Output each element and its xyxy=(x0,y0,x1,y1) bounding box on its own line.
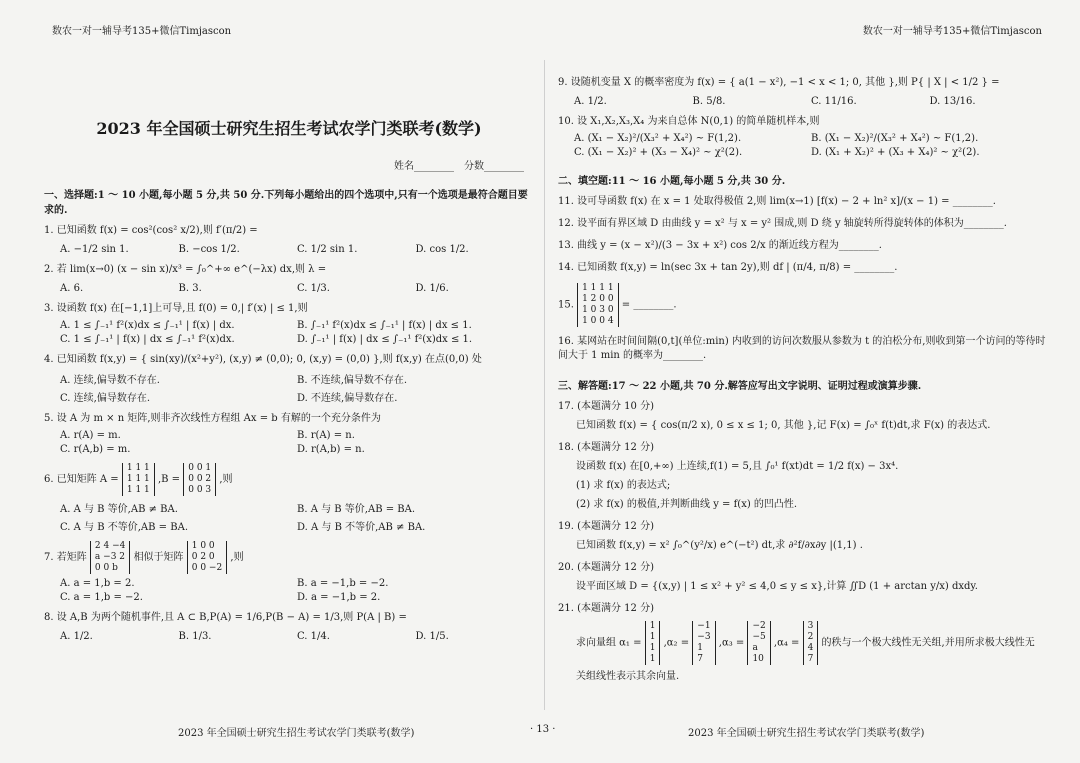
footer-right: 2023 年全国硕士研究生招生考试农学门类联考(数学) xyxy=(688,728,925,739)
vector-entry: 3 xyxy=(807,621,814,631)
question-9: 9. 设随机变量 X 的概率密度为 f(x) = { a(1 − x²), −1 < x < 1; 0, 其他 },则 P{ | X | < 1/2 } = xyxy=(558,77,1000,88)
matrix-row: 0 0 2 xyxy=(188,474,212,484)
option: D. 13/16. xyxy=(929,96,976,107)
question-3-options xyxy=(44,320,534,345)
question-4-options xyxy=(44,371,534,404)
question-9-options xyxy=(558,96,1048,107)
question-5: 5. 设 A 为 m × n 矩阵,则非齐次线性方程组 Ax = b 有解的一个充分条件为 xyxy=(44,413,381,424)
option: D. a = −1,b = 2. xyxy=(297,592,381,603)
option: A. (X₁ − X₂)²/(X₃² + X₄²) ~ F(1,2). xyxy=(574,133,742,144)
page-number: · 13 · xyxy=(530,724,556,735)
question-19: 19. (本题满分 12 分) xyxy=(558,521,654,532)
matrix-row: 1 1 1 xyxy=(126,485,150,495)
question-20: 20. (本题满分 12 分) xyxy=(558,562,654,573)
question-6-text: 6. 已知矩阵 A = xyxy=(44,474,119,485)
matrix-row: 1 1 1 xyxy=(126,474,150,484)
option: B. 不连续,偏导数不存在. xyxy=(297,375,408,386)
question-10: 10. 设 X₁,X₂,X₃,X₄ 为来自总体 N(0,1) 的简单随机样本,则 xyxy=(558,116,820,127)
question-3: 3. 设函数 f(x) 在[−1,1]上可导,且 f(0) = 0,| f′(x) | ≤ 1,则 xyxy=(44,303,308,314)
option: D. 1/6. xyxy=(415,283,449,294)
question-15-blank: = ________. xyxy=(621,299,677,311)
header-left: 数农一对一辅导考135+微信Timjascon xyxy=(52,26,232,37)
question-17: 17. (本题满分 10 分) xyxy=(558,401,654,412)
section-answers: 三、解答题:17 ～ 22 小题,共 70 分.解答应写出文字说明、证明过程或演算步骤. xyxy=(558,381,922,392)
matrix-a xyxy=(122,463,155,496)
footer-left: 2023 年全国硕士研究生招生考试农学门类联考(数学) xyxy=(178,728,415,739)
option: C. 1/2 sin 1. xyxy=(297,244,358,255)
matrix-row: 1 0 0 xyxy=(191,541,215,551)
option: A. 1/2. xyxy=(574,96,607,107)
vector-entry: 10 xyxy=(752,654,764,664)
header-right: 数农一对一辅导考135+微信Timjascon xyxy=(862,26,1042,37)
determinant xyxy=(577,283,619,327)
vector-entry: −1 xyxy=(697,621,711,631)
vector-entry: 1 xyxy=(649,632,656,642)
matrix-row: 1 0 0 4 xyxy=(582,316,614,326)
vector-entry: 2 xyxy=(807,632,814,642)
option: D. A 与 B 不等价,AB ≠ BA. xyxy=(297,522,426,533)
question-2: 2. 若 lim(x→0) (x − sin x)/x³ = ∫₀^+∞ e^(−λx) dx,则 λ = xyxy=(44,264,327,275)
matrix-row: 0 0 1 xyxy=(188,463,212,473)
left-column xyxy=(44,60,534,642)
matrix-row: 1 2 0 0 xyxy=(582,294,614,304)
right-column xyxy=(558,68,1048,684)
option: B. ∫₋₁¹ f²(x)dx ≤ ∫₋₁¹ | f(x) | dx ≤ 1. xyxy=(297,320,472,331)
vector-a2 xyxy=(692,621,715,665)
matrix-row: 0 0 b xyxy=(94,563,118,573)
question-14: 14. 已知函数 f(x,y) = ln(sec 3x + tan 2y),则 df | (π/4, π/8) = ________. xyxy=(558,262,898,273)
option: C. 1/4. xyxy=(297,631,330,642)
option: B. 5/8. xyxy=(692,96,726,107)
question-6-text-mid: ,B = xyxy=(157,474,181,485)
question-6 xyxy=(44,463,534,496)
question-5-options xyxy=(44,430,534,455)
option: A. −1/2 sin 1. xyxy=(60,244,129,255)
option: B. A 与 B 等价,AB = BA. xyxy=(297,504,416,515)
matrix-row: a −3 2 xyxy=(94,552,126,562)
vector-entry: 1 xyxy=(697,643,704,653)
vector-entry: −5 xyxy=(752,632,766,642)
option: D. 不连续,偏导数存在. xyxy=(297,393,398,404)
section-choice: 一、选择题:1 ～ 10 小题,每小题 5 分,共 50 分.下列每小题给出的四个选项中,只有一个选项是最符合题目要求的. xyxy=(44,190,528,216)
question-13: 13. 曲线 y = (x − x²)/(3 − 3x + x²) cos 2/x 的渐近线方程为________. xyxy=(558,240,882,251)
column-divider xyxy=(544,60,545,710)
question-20-body: 设平面区域 D = {(x,y) | 1 ≤ x² + y² ≤ 4,0 ≤ y ≤ x},计算 ∬D (1 + arctan y/x) dxdy. xyxy=(576,581,978,592)
option: C. 1/3. xyxy=(297,283,330,294)
matrix-row: 0 0 −2 xyxy=(191,563,223,573)
option: A. 1/2. xyxy=(60,631,93,642)
option: C. a = 1,b = −2. xyxy=(60,592,143,603)
question-21: 21. (本题满分 12 分) xyxy=(558,603,654,614)
question-7-options xyxy=(44,578,534,603)
question-18-part-2: (2) 求 f(x) 的极值,并判断曲线 y = f(x) 的凹凸性. xyxy=(576,499,798,510)
option: C. (X₁ − X₂)² + (X₃ − X₄)² ~ χ²(2). xyxy=(574,147,743,158)
section-fill-in: 二、填空题:11 ～ 16 小题,每小题 5 分,共 30 分. xyxy=(558,176,786,187)
question-15 xyxy=(558,283,1048,327)
vector-a4 xyxy=(803,621,819,665)
question-1: 1. 已知函数 f(x) = cos²(cos² x/2),则 f′(π/2) = xyxy=(44,225,258,236)
vector-entry: 7 xyxy=(697,654,704,664)
option: B. 1/3. xyxy=(178,631,212,642)
question-19-body: 已知函数 f(x,y) = x² ∫₀^(y²/x) e^(−t²) dt,求 ∂²f/∂x∂y |(1,1) . xyxy=(576,540,863,551)
vector-entry: −2 xyxy=(752,621,766,631)
question-16: 16. 某网站在时间间隔(0,t](单位:min) 内收到的访问次数服从参数为 t 的泊松分布,则收到第一个访问的等待时间大于 1 min 的概率为________. xyxy=(558,336,1046,361)
question-21-label-4: ,α₄ = xyxy=(773,637,800,649)
vector-entry: 1 xyxy=(649,654,656,664)
question-1-options xyxy=(44,244,534,255)
option: B. 3. xyxy=(178,283,202,294)
question-12: 12. 设平面有界区域 D 由曲线 y = x² 与 x = y² 围成,则 D 绕 y 轴旋转所得旋转体的体积为________. xyxy=(558,218,1007,229)
matrix-row: 1 1 1 xyxy=(126,463,150,473)
option: B. −cos 1/2. xyxy=(178,244,240,255)
option: A. 连续,偏导数不存在. xyxy=(60,375,160,386)
exam-title: 2023 年全国硕士研究生招生考试农学门类联考(数学) xyxy=(96,119,482,138)
matrix-row: 0 0 3 xyxy=(188,485,212,495)
matrix-row: 0 2 0 xyxy=(191,552,215,562)
option: A. A 与 B 等价,AB ≠ BA. xyxy=(60,504,178,515)
option: C. 1 ≤ ∫₋₁¹ | f(x) | dx ≤ ∫₋₁¹ f²(x)dx. xyxy=(60,334,235,345)
question-18-body: 设函数 f(x) 在[0,+∞) 上连续,f(1) = 5,且 ∫₀¹ f(xt)dt = 1/2 f(x) − 3x⁴. xyxy=(576,461,899,472)
option: A. 6. xyxy=(60,283,84,294)
option: B. (X₁ − X₂)²/(X₃² + X₄²) ~ F(1,2). xyxy=(811,133,979,144)
question-6-text-post: ,则 xyxy=(219,474,233,485)
vector-a3 xyxy=(747,621,770,665)
matrix-7a xyxy=(90,541,130,574)
question-18-part-1: (1) 求 f(x) 的表达式; xyxy=(576,480,671,491)
vector-entry: 4 xyxy=(807,643,814,653)
option: D. 1/5. xyxy=(415,631,449,642)
option: D. r(A,b) = n. xyxy=(297,444,365,455)
question-4: 4. 已知函数 f(x,y) = { sin(xy)/(x²+y²), (x,y) ≠ (0,0); 0, (x,y) = (0,0) },则 f(x,y) 在点(0,0) 处 xyxy=(44,354,482,365)
question-7-text: 7. 若矩阵 xyxy=(44,552,87,563)
question-7 xyxy=(44,541,534,574)
option: C. A 与 B 不等价,AB = BA. xyxy=(60,522,188,533)
matrix-row: 2 4 −4 xyxy=(94,541,126,551)
vector-entry: a xyxy=(752,643,758,653)
name-score-field: 姓名________ 分数________ xyxy=(394,161,524,172)
option: B. r(A) = n. xyxy=(297,430,355,441)
question-8: 8. 设 A,B 为两个随机事件,且 A ⊂ B,P(A) = 1/6,P(B − A) = 1/3,则 P(A | B) = xyxy=(44,612,407,623)
option: C. 连续,偏导数存在. xyxy=(60,393,151,404)
question-2-options xyxy=(44,283,534,294)
question-7-text-mid: 相似于矩阵 xyxy=(133,552,184,563)
vector-a1 xyxy=(645,621,661,665)
question-21-label-2: ,α₂ = xyxy=(663,637,690,649)
question-18: 18. (本题满分 12 分) xyxy=(558,442,654,453)
option: D. cos 1/2. xyxy=(415,244,469,255)
matrix-row: 1 1 1 1 xyxy=(582,283,614,293)
option: A. 1 ≤ ∫₋₁¹ f²(x)dx ≤ ∫₋₁¹ | f(x) | dx. xyxy=(60,320,235,331)
matrix-7b xyxy=(187,541,227,574)
question-21-tail: 关组线性表示其余向量. xyxy=(576,671,680,682)
question-21-label-3: ,α₃ = xyxy=(718,637,745,649)
vector-entry: −3 xyxy=(697,632,711,642)
question-17-body: 已知函数 f(x) = { cos(π/2 x), 0 ≤ x ≤ 1; 0, 其他 },记 F(x) = ∫₀ˣ f(t)dt,求 F(x) 的表达式. xyxy=(576,420,991,431)
matrix-b xyxy=(183,463,216,496)
vector-entry: 1 xyxy=(649,621,656,631)
question-21-body xyxy=(558,621,1048,665)
option: B. a = −1,b = −2. xyxy=(297,578,389,589)
matrix-row: 1 0 3 0 xyxy=(582,305,614,315)
vector-entry: 1 xyxy=(649,643,656,653)
option: A. a = 1,b = 2. xyxy=(60,578,135,589)
question-7-text-post: ,则 xyxy=(230,552,244,563)
option: C. 11/16. xyxy=(811,96,857,107)
question-15-number: 15. xyxy=(558,299,574,311)
question-8-options xyxy=(44,631,534,642)
option: D. ∫₋₁¹ | f(x) | dx ≤ ∫₋₁¹ f²(x)dx ≤ 1. xyxy=(297,334,473,345)
option: C. r(A,b) = m. xyxy=(60,444,131,455)
question-6-options xyxy=(44,500,534,533)
option: D. (X₁ + X₂)² + (X₃ + X₄)² ~ χ²(2). xyxy=(811,147,980,158)
question-11: 11. 设可导函数 f(x) 在 x = 1 处取得极值 2,则 lim(x→1) [f(x) − 2 + ln² x]/(x − 1) = ________. xyxy=(558,196,996,207)
vector-entry: 7 xyxy=(807,654,814,664)
question-21-text: 求向量组 α₁ = xyxy=(576,637,642,649)
question-10-options xyxy=(558,133,1048,158)
question-21-text-post: 的秩与一个极大线性无关组,并用所求极大线性无 xyxy=(821,637,1035,649)
option: A. r(A) = m. xyxy=(60,430,121,441)
